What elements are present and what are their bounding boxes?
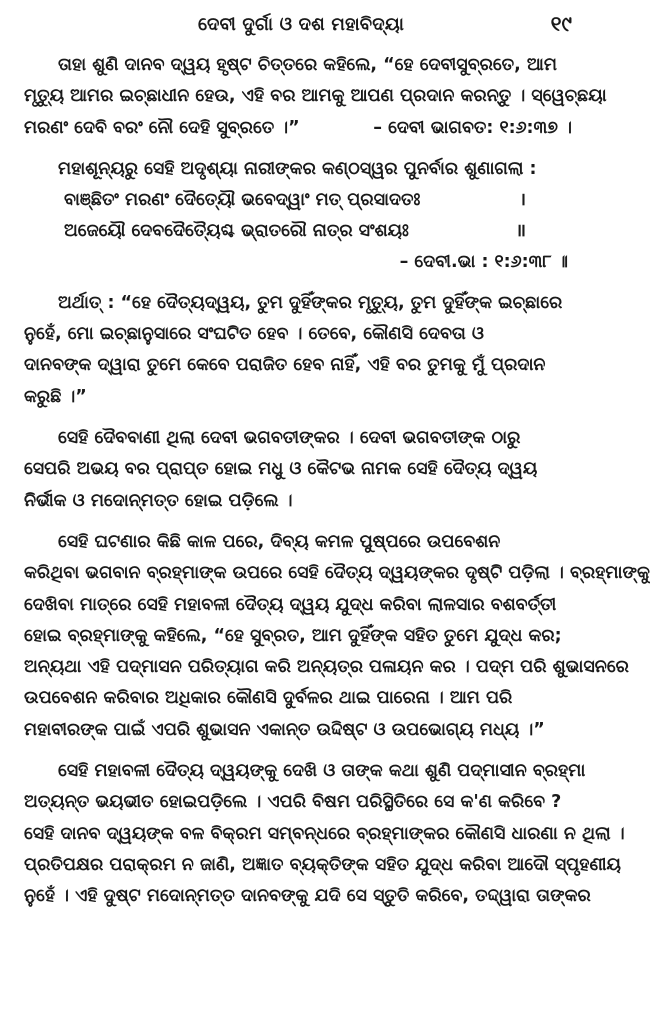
text-line: ନିର୍ଭୀକ ଓ ମଦୋନ୍ମତ୍ତ ହୋଇ ପଡ଼ିଲେ । (24, 490, 293, 511)
text-line: ସେହି ଦାନବ ଦ୍ୱୟଙ୍କ ବଳ ବିକ୍ରମ ସମ୍ବନ୍ଧରେ ବ୍ରହ୍ମାଙ୍କର କୌଣସି ଧାରଣା ନ ଥିଲା । (24, 823, 625, 844)
text-line: ନୁହେଁ, ମୋ ଇଚ୍ଛାନୁସାରେ ସଂଘଟିତ ହେବ । ତେବେ, କୌଣସି ଦେବତା ଓ (24, 324, 484, 345)
text-line (24, 113, 578, 144)
verse-text: ଅଜେୟୌ ଦେବଦୈତ୍ୟୈଶ୍ଚ ଭ୍ରାତରୌ ନାତ୍ର ସଂଶୟଃ (64, 220, 409, 241)
text-line: ଅତ୍ୟନ୍ତ ଭୟଭୀତ ହୋଇପଡ଼ିଲେ । ଏପରି ବିଷମ ପରିସ୍ଥିତିରେ ସେ କ'ଣ କରିବେ ? (24, 792, 562, 813)
text-line: ସେହି ମହାବଳୀ ଦୈତ୍ୟ ଦ୍ୱୟଙ୍କୁ ଦେଖି ଓ ତାଙ୍କ କଥା ଶୁଣି ପଦ୍ମାସୀନ ବ୍ରହ୍ମା (58, 761, 586, 782)
text-line: ଅର୍ଥାତ୍ : “ହେ ଦୈତ୍ୟଦ୍ୱୟ, ତୁମ ଦୁହିଁଙ୍କର ମୃତ୍ୟୁ, ତୁମ ଦୁହିଁଙ୍କ ଇଚ୍ଛାରେ (58, 292, 563, 313)
citation: – ଦେବୀ.ଭା : ୧:୬:୩୮ ॥ (399, 251, 568, 272)
verse-intro: ମହାଶୂନ୍ୟରୁ ସେହି ଅଦୃଶ୍ୟା ନାରୀଙ୍କର କଣ୍ଠସ୍ୱର ପୁନର୍ବାର ଶୁଣାଗଲା : (58, 158, 537, 179)
text-line: ଉପବେଶନ କରିବାର ଅଧିକାର କୌଣସି ଦୁର୍ବଳର ଥାଇ ପାରେନା । ଆମ ପରି (24, 688, 513, 709)
paragraph-5 (24, 756, 625, 912)
verse-danda: । (519, 189, 526, 210)
text-line: ହୋଇ ବ୍ରହ୍ମାଙ୍କୁ କହିଲେ, “ହେ ସୁବ୍ରତ, ଆମ ଦୁହିଁଙ୍କ ସହିତ ତୁମେ ଯୁଦ୍ଧ କର; (24, 625, 562, 646)
verse-line (58, 216, 578, 247)
text-line: ଦାନବଙ୍କ ଦ୍ୱାରା ତୁମେ କେବେ ପରାଜିତ ହେବ ନାହିଁ, ଏହି ବର ତୁମକୁ ମୁଁ ପ୍ରଦାନ (24, 355, 546, 376)
text-line: କରୁଛି ।” (24, 386, 87, 407)
verse-danda: ॥ (515, 220, 526, 241)
paragraph-4 (24, 527, 650, 746)
text-line: ତାହା ଶୁଣି ଦାନବ ଦ୍ୱୟ ହୃଷ୍ଟ ଚିତ୍ତରେ କହିଲେ, “ହେ ଦେବୀସୁବ୍ରତେ, ଆମ (58, 55, 557, 75)
running-header (24, 6, 578, 50)
verse-block (24, 154, 578, 278)
quote-text: ମରଣଂ ଦେବି ବରଂ ନୌ ଦେହି ସୁବ୍ରତେ ।” (24, 117, 300, 138)
citation: – ଦେବୀ ଭାଗବତ: ୧:୬:୩୭ । (373, 117, 572, 138)
text-line: କରିଥିବା ଭଗବାନ ବ୍ରହ୍ମାଙ୍କ ଉପରେ ସେହି ଦୈତ୍ୟ ଦ୍ୱୟଙ୍କର ଦୃଷ୍ଟି ପଡ଼ିଲା । ବ୍ରହ୍ମାଙ୍କୁ (24, 563, 650, 584)
paragraph-1 (24, 50, 607, 144)
text-line: ନୁହେଁ । ଏହି ଦୁଷ୍ଟ ମଦୋନ୍ମତ୍ତ ଦାନବଙ୍କୁ ଯଦି ସେ ସ୍ତୁତି କରିବେ, ତଦ୍ଦ୍ୱାରା ତାଙ୍କର (24, 886, 591, 907)
text-line: ଅନ୍ୟଥା ଏହି ପଦ୍ମାସନ ପରିତ୍ୟାଗ କରି ଅନ୍ୟତ୍ର ପଳାୟନ କର । ପଦ୍ମ ପରି ଶୁଭାସନରେ (24, 657, 629, 678)
text-line: ପ୍ରତିପକ୍ଷର ପରାକ୍ରମ ନ ଜାଣି, ଅଜ୍ଞାତ ବ୍ୟକ୍ତିଙ୍କ ସହିତ ଯୁଦ୍ଧ କରିବା ଆଦୌ ସ୍ପୃହଣୀୟ (24, 854, 621, 875)
verse-line (58, 185, 578, 216)
verse-text: ବାଞ୍ଛିତଂ ମରଣଂ ଦୈତ୍ୟୌ ଭବେଦ୍ୱାଂ ମତ୍ ପ୍ରସାଦତଃ (64, 189, 421, 210)
text-line: ସେପରି ଅଭୟ ବର ପ୍ରାପ୍ତ ହୋଇ ମଧୁ ଓ କୈଟଭ ନାମକ ସେହି ଦୈତ୍ୟ ଦ୍ୱୟ (24, 459, 538, 480)
text-line: ମୃତ୍ୟୁ ଆମର ଇଚ୍ଛାଧୀନ ହେଉ, ଏହି ବର ଆମକୁ ଆପଣ ପ୍ରଦାନ କରନ୍ତୁ । ସ୍ୱେଚ୍ଛୟା (24, 86, 607, 107)
text-line: ସେହି ଦୈବବାଣୀ ଥିଲା ଦେବୀ ଭଗବତୀଙ୍କର । ଦେବୀ ଭଗବତୀଙ୍କ ଠାରୁ (58, 428, 521, 449)
text-line: ସେହି ଘଟଣାର କିଛି କାଳ ପରେ, ଦିବ୍ୟ କମଳ ପୁଷ୍ପରେ ଉପବେଶନ (58, 531, 501, 552)
page-number: ୧୯ (550, 12, 572, 36)
text-line: ଦେଖିବା ମାତ୍ରେ ସେହି ମହାବଳୀ ଦୈତ୍ୟ ଦ୍ୱୟ ଯୁଦ୍ଧ କରିବା ଲାଳସାର ବଶବର୍ତ୍ତୀ (24, 594, 557, 615)
page-title: ଦେବୀ ଦୁର୍ଗା ଓ ଦଶ ମହାବିଦ୍ୟା (197, 14, 405, 35)
text-line: ମହାବୀରଙ୍କ ପାଇଁ ଏପରି ଶୁଭାସନ ଏକାନ୍ତ ଉଦ୍ଦିଷ୍ଟ ଓ ଉପଭୋଗ୍ୟ ମଧ୍ୟ ।” (24, 719, 545, 740)
paragraph-2 (24, 288, 578, 413)
paragraph-3 (24, 423, 578, 517)
